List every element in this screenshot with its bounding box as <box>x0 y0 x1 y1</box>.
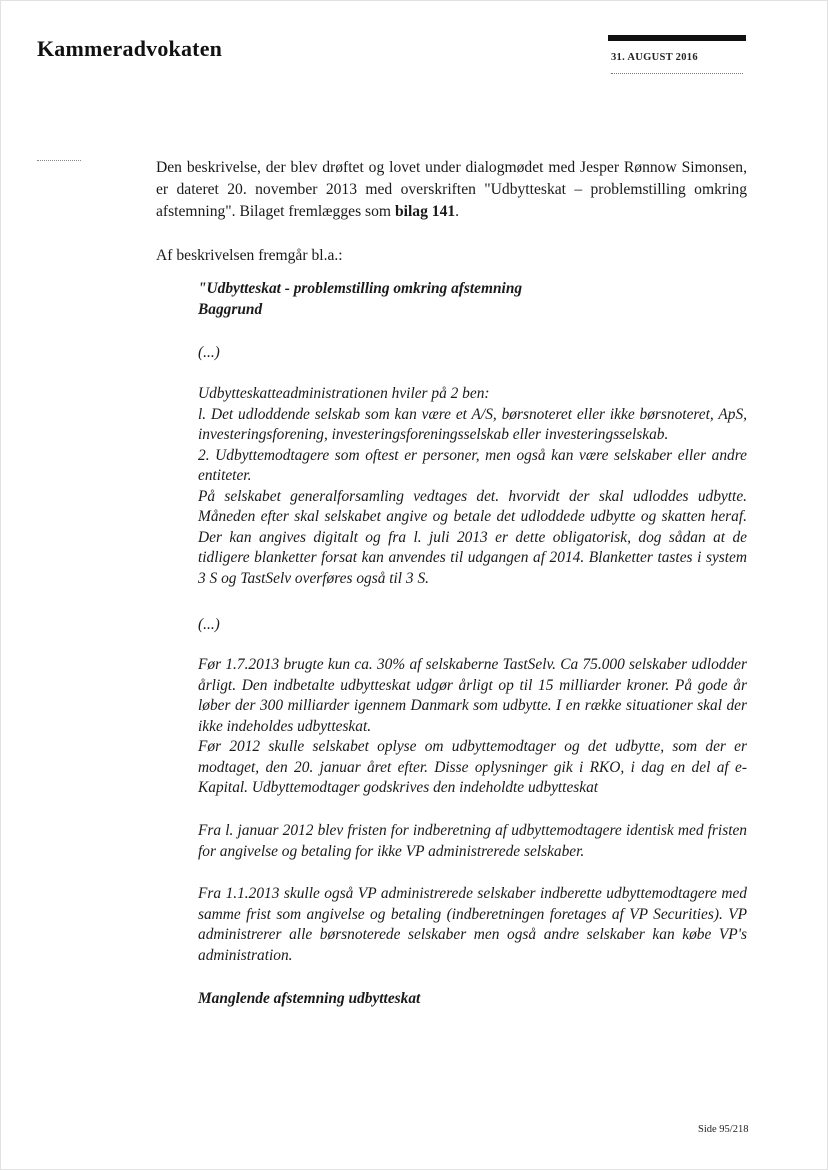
page-number: Side 95/218 <box>698 1124 749 1135</box>
ellipsis-1: (...) <box>198 344 220 361</box>
header-bar <box>608 35 746 41</box>
quote-paragraph-1 <box>198 384 747 589</box>
intro-paragraph: Den beskrivelse, der blev drøftet og lovet under dialogmødet med Jesper Rønnow Simonsen, er dateret 20. november 2013 med overskriften "Udbytteskat – problemstilling omkring afstemning". Bilaget fremlægges som bilag 141. <box>156 159 747 220</box>
quote-paragraph-3: Fra l. januar 2012 blev fristen for indberetning af udbyttemodtagere identisk med fristen for angivelse og betaling for ikke VP administrerede selskaber. <box>198 822 747 860</box>
quote-line: På selskabet generalforsamling vedtages det. hvorvidt der skal udloddes udbytte. Måneden efter skal selskabet angive og betale det udloddede udbytte og skatten heraf. Der kan angives digitalt og fra l. juli 2013 er dette obligatorisk, dog sådan at de tidligere blanketter forsat kan anvendes til udgangen af 2014. Blanketter tastes i system 3 S og TastSelv overføres også til 3 S. <box>198 487 747 587</box>
quote-subheading: Baggrund <box>198 301 263 318</box>
brand-title: Kammeradvokaten <box>37 36 223 61</box>
quote-line: 2. Udbyttemodtagere som oftest er personer, men også kan være selskaber eller andre entiteter. <box>198 446 747 484</box>
date-rule <box>611 73 743 74</box>
quote-line: Før 1.7.2013 brugte kun ca. 30% af selskaberne TastSelv. Ca 75.000 selskaber udlodder årligt. Den indbetalte udbytteskat udgør årligt op til 15 milliarder kroner. På gode år løber der 300 milliarder igennem Danmark som udbytte. I en række situationer skal der ikke indeholdes udbytteskat. <box>198 656 747 735</box>
quote-line: Før 2012 skulle selskabet oplyse om udbyttemodtager og det udbytte, som der er modtaget, den 20. januar året efter. Disse oplysninger gik i RKO, i dag en del af e-Kapital. Udbyttemodtager godskrives den indeholdte udbytteskat <box>198 738 747 796</box>
ellipsis-2: (...) <box>198 616 220 633</box>
lead-paragraph: Af beskrivelsen fremgår bl.a.: <box>156 247 343 264</box>
margin-rule <box>37 160 81 161</box>
quote-line: Udbytteskatteadministrationen hviler på 2 ben: <box>198 385 490 402</box>
quote-paragraph-2 <box>198 655 747 799</box>
quote-heading-2: Manglende afstemning udbytteskat <box>198 990 421 1007</box>
quote-heading: "Udbytteskat - problemstilling omkring afstemning <box>198 280 523 297</box>
quote-line: l. Det udloddende selskab som kan være et A/S, børsnoteret eller ikke børsnoteret, ApS, investeringsforening, investeringsforeningsselskab eller investeringsselskab. <box>198 405 747 443</box>
bilag-reference: bilag 141 <box>394 203 456 220</box>
document-date: 31. AUGUST 2016 <box>611 52 698 63</box>
quote-paragraph-4: Fra 1.1.2013 skulle også VP administrerede selskaber indberette udbyttemodtagere med samme frist som angivelse og betaling (indberetningen foretages af VP Securities). VP administrerer alle børsnoterede selskaber men også andre selskaber kan købe VP's administration. <box>198 885 747 964</box>
